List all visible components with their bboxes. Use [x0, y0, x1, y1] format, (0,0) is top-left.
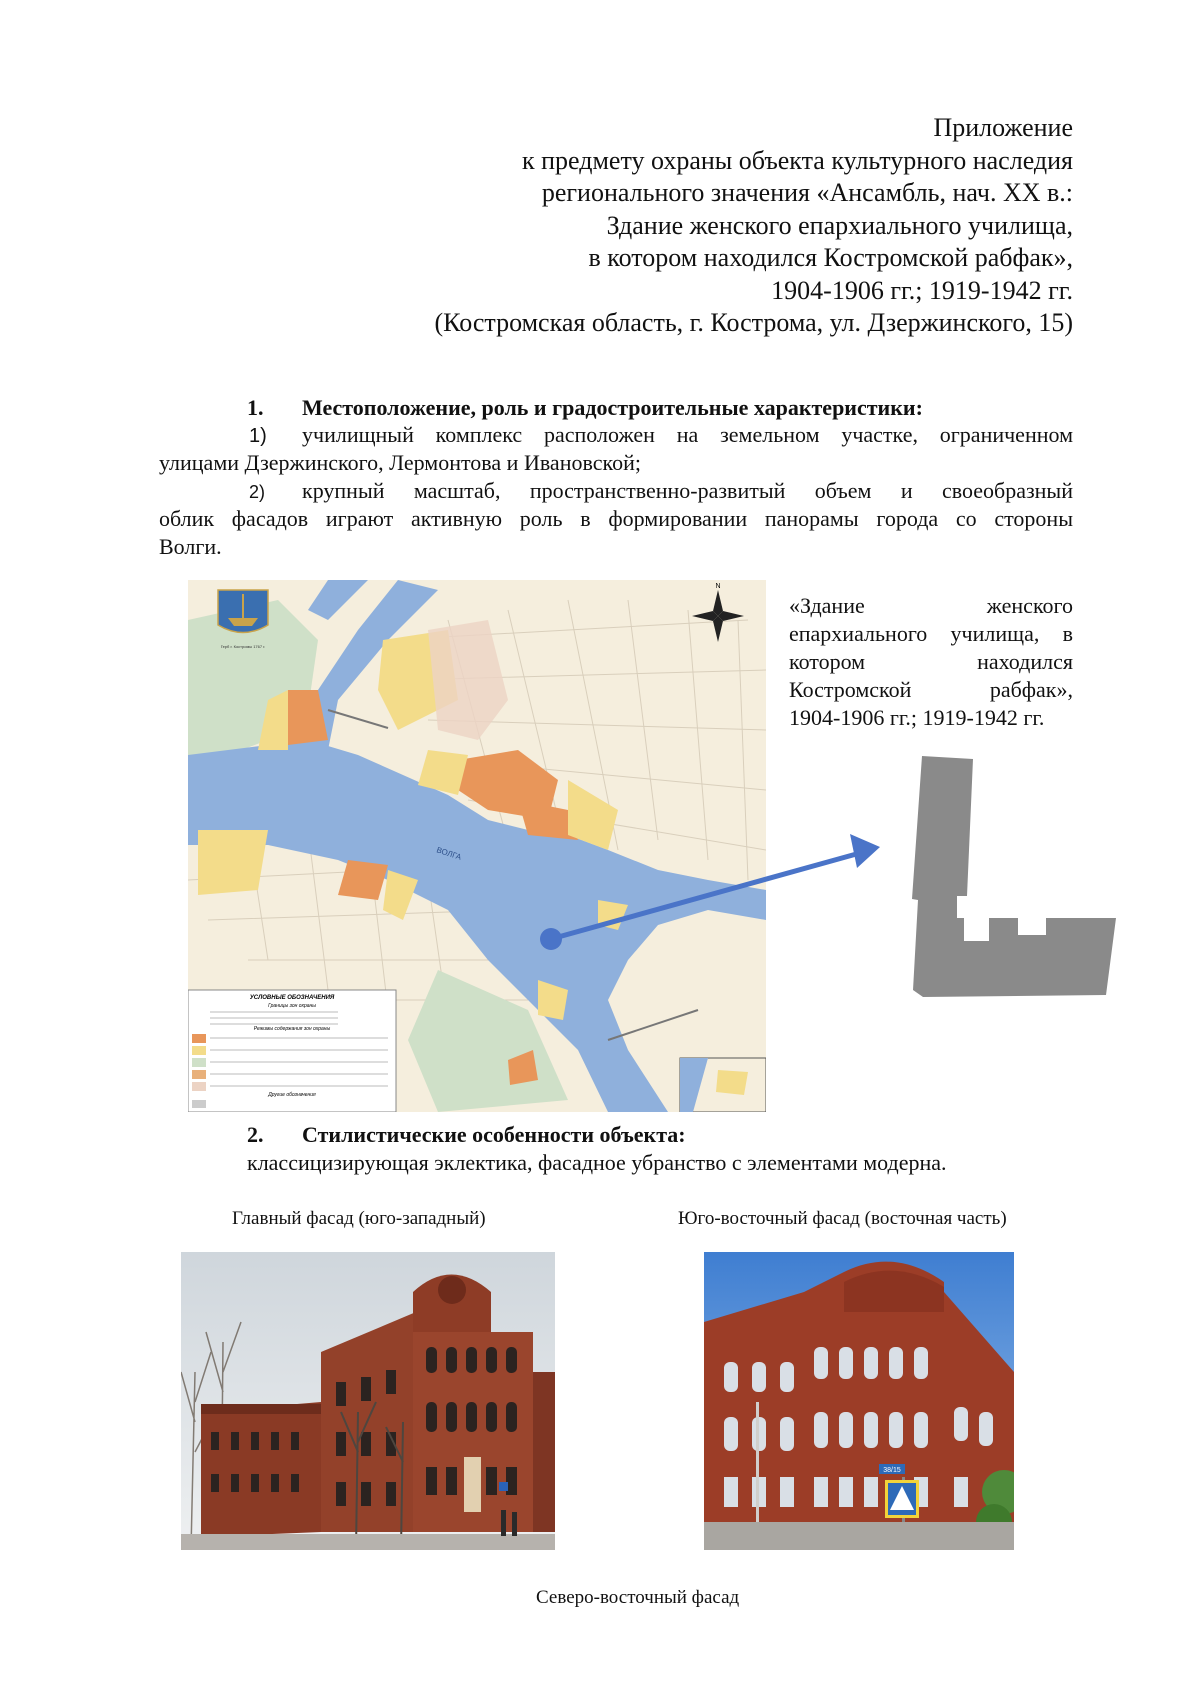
house-number: 38/15	[883, 1467, 901, 1474]
map-caption-line1: «Здание женского	[789, 593, 1073, 618]
map-caption-line4: Костромской рабфак»,	[789, 677, 1073, 702]
svg-text:N: N	[715, 583, 721, 590]
header-line: регионального значения «Ансамбль, нач. XX в.:	[541, 178, 1073, 207]
legend-title: УСЛОВНЫЕ ОБОЗНАЧЕНИЯ	[249, 995, 335, 1001]
header-line: Здание женского епархиального училища,	[606, 210, 1073, 240]
southeast-facade-photo	[704, 1252, 1014, 1550]
section1-title: Местоположение, роль и градостроительные характеристики:	[302, 395, 923, 420]
legend-subtitle: Границы зон охраны	[268, 1003, 316, 1009]
map-caption-line3: котором находился	[789, 649, 1073, 674]
arrow-head-icon	[850, 834, 880, 868]
section2-number: 2.	[247, 1122, 264, 1147]
bottom-photo-caption: Северо-восточный фасад	[536, 1587, 740, 1608]
map-caption-line5: 1904-1906 гг.; 1919-1942 гг.	[789, 705, 1045, 730]
item1-number: 1)	[249, 425, 267, 447]
section2-text: классицизирующая эклектика, фасадное убранство с элементами модерна.	[247, 1150, 947, 1175]
pointer-line	[551, 853, 860, 939]
section2-title: Стилистические особенности объекта:	[302, 1122, 686, 1147]
header-line: Приложение	[933, 113, 1073, 142]
section1-number: 1.	[247, 395, 264, 420]
item1-line2: улицами Дзержинского, Лермонтова и Ивановской;	[159, 450, 641, 475]
right-photo-caption: Юго-восточный фасад (восточная часть)	[678, 1208, 1007, 1229]
item2-line1: крупный масштаб, пространственно-развитый объем и своеобразный	[302, 478, 1073, 503]
header-line: 1904-1906 гг.; 1919-1942 гг.	[771, 275, 1073, 305]
arms-caption: Герб г. Костромы 1767 г.	[220, 644, 266, 649]
item2-line3: Волги.	[159, 534, 222, 559]
item2-line2: облик фасадов играют активную роль в формировании панорамы города со стороны	[159, 506, 1073, 531]
header-line: к предмету охраны объекта культурного наследия	[521, 145, 1073, 175]
legend-subtitle: Режимы содержания зон охраны	[253, 1026, 331, 1032]
location-marker-icon	[540, 928, 562, 950]
item1-line1: училищный комплекс расположен на земельном участке, ограниченном	[302, 422, 1073, 447]
item2-number: 2)	[249, 482, 266, 502]
left-photo-caption: Главный фасад (юго-западный)	[232, 1208, 486, 1229]
main-facade-photo	[181, 1252, 555, 1550]
map-caption-line2: епархиального училища, в	[789, 621, 1073, 646]
legend-subtitle: Другие обозначения	[268, 1092, 316, 1098]
building-footprint	[912, 756, 1116, 997]
header-line: в котором находился Костромской рабфак»,	[588, 243, 1073, 272]
header-line: (Костромская область, г. Кострома, ул. Дзержинского, 15)	[434, 308, 1073, 337]
river-label: ВОЛГА	[435, 845, 463, 862]
